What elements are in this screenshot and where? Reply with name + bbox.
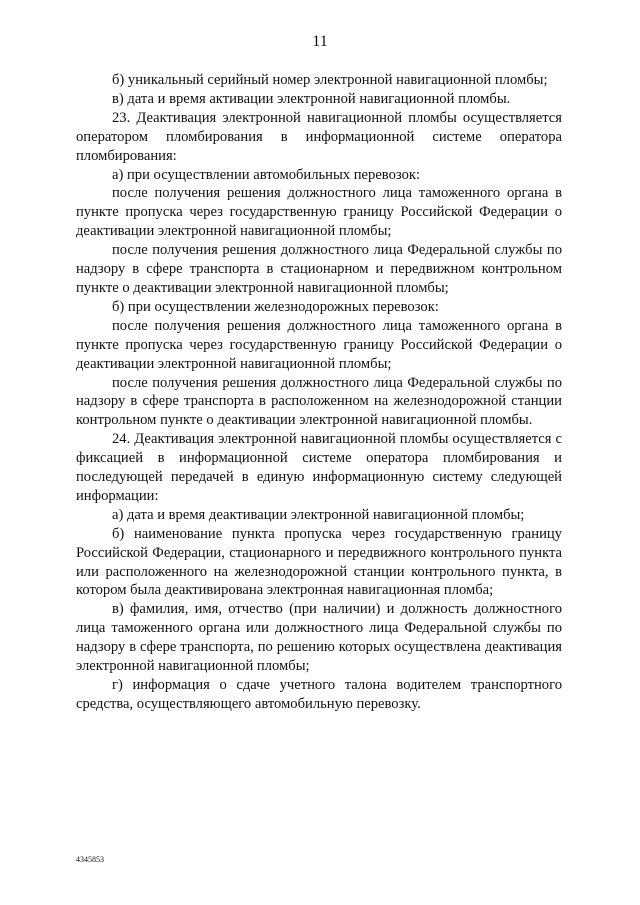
- paragraph-item-v-official-name: в) фамилия, имя, отчество (при наличии) и должность должностного лица таможенного органа или должностного лица Федеральной службы по надзору в сфере транспорта, по решению которых осуществлена деактивация электронной навигационной пломбы;: [76, 601, 562, 675]
- paragraph-item-v-activation-time: в) дата и время активации электронной навигационной пломбы.: [112, 90, 511, 107]
- paragraph-item-b-rail: б) при осуществлении железнодорожных перевозок:: [112, 298, 439, 315]
- paragraph-section-24: 24. Деактивация электронной навигационной пломбы осуществляется с фиксацией в информационной системе оператора пломбирования и последующей передачей в единую информационную систему следующей информации:: [76, 431, 562, 504]
- paragraph-item-b-serial: б) уникальный серийный номер электронной навигационной пломбы;: [112, 72, 548, 88]
- page-number: 11: [312, 33, 328, 50]
- paragraph-item-g-driver-coupon: г) информация о сдаче учетного талона водителем транспортного средства, осуществляющего автомобильную перевозку.: [76, 677, 562, 712]
- document-body: [76, 71, 562, 714]
- paragraph-item-b-checkpoint-name: б) наименование пункта пропуска через государственную границу Российской Федерации, стационарного и передвижного контрольного пункта или расположенного на железнодорожной станции контрольного пункта, в котором была деактивирована электронная навигационная пломба;: [76, 525, 562, 599]
- paragraph-rail-transport-service: после получения решения должностного лица Федеральной службы по надзору в сфере транспорта в расположенном на железнодорожной станции контрольном пункте о деактивации электронной навигационной пломбы.: [76, 374, 562, 429]
- paragraph-road-transport-service: после получения решения должностного лица Федеральной службы по надзору в сфере транспорта в стационарном и передвижном контрольном пункте о деактивации электронной навигационной пломбы;: [76, 242, 562, 296]
- paragraph-item-a-road: а) при осуществлении автомобильных перевозок:: [112, 166, 421, 183]
- paragraph-rail-customs: после получения решения должностного лица таможенного органа в пункте пропуска через государственную границу Российской Федерации о деактивации электронной навигационной пломбы;: [76, 317, 562, 372]
- footer-document-code: 4345853: [76, 855, 104, 864]
- paragraph-section-23: 23. Деактивация электронной навигационной пломбы осуществляется оператором пломбирования в информационной системе оператора пломбирования:: [76, 109, 562, 164]
- paragraph-road-customs: после получения решения должностного лица таможенного органа в пункте пропуска через государственную границу Российской Федерации о деактивации электронной навигационной пломбы;: [76, 185, 562, 240]
- paragraph-item-a-deactivation-time: а) дата и время деактивации электронной навигационной пломбы;: [112, 506, 525, 523]
